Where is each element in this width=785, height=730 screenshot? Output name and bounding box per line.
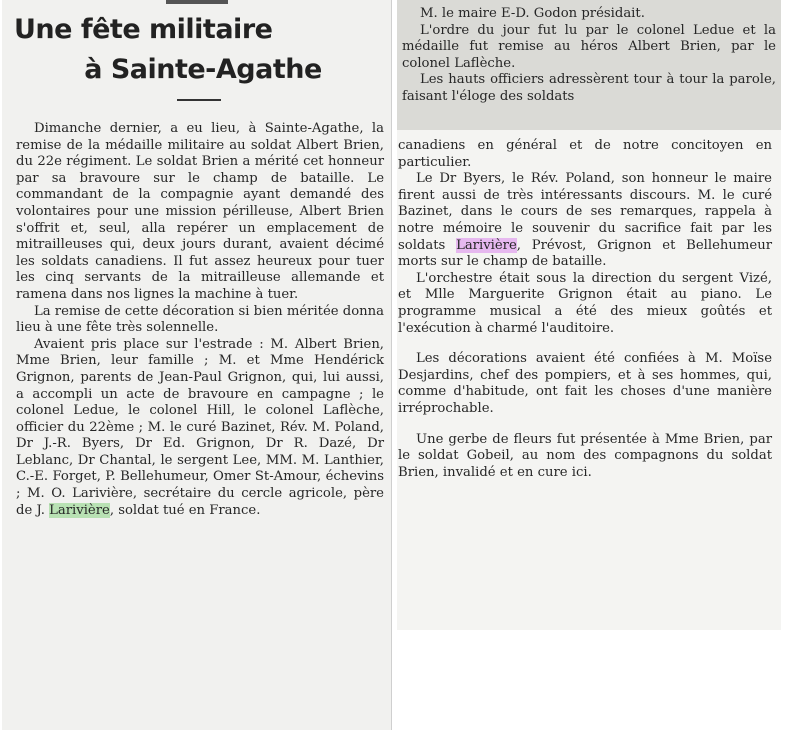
article-title-line2: à Sainte-Agathe bbox=[84, 54, 322, 85]
top-rule bbox=[166, 0, 228, 4]
paragraph: Dimanche dernier, a eu lieu, à Sainte-Agathe, la remise de la médaille militaire au soldat Albert Brien, du 22e régiment. Le soldat Brien a mérité cet honneur par sa bravoure sur le champ de bataille. Le commandant de la compagnie ayant demandé des volontaires pour une mission périlleuse, Albert Brien s'offrit et, seul, alla repérer un emplacement de mitrailleuses qui, deux jours durant, avaient décimé les soldats canadiens. Il fut assez heureux pour tuer les cinq servants de la mitrailleuse allemande et ramena dans nos lignes la machine à tuer. bbox=[16, 121, 384, 302]
paragraph bbox=[16, 337, 384, 520]
highlighted-name: Larivière bbox=[49, 502, 110, 518]
right-top-text bbox=[402, 6, 776, 106]
paragraph: L'orchestre était sous la direction du sergent Vizé, et Mlle Marguerite Grignon était au piano. Le programme musical a été des mieux goûtés et l'exécution à charmé l'auditoire. bbox=[398, 270, 772, 336]
paragraph: canadiens en général et de notre concitoyen en particulier. bbox=[398, 138, 772, 170]
text-span: Le Dr Byers, le Rév. Poland, son honneur le maire firent aussi de très intéressants discours. M. le curé Bazinet, dans le cours de ses remarques, rappela à notre mémoire le souvenir du sacrifice fait par les soldats bbox=[398, 171, 772, 253]
right-bottom-text bbox=[398, 138, 772, 481]
paragraph: La remise de cette décoration si bien méritée donna lieu à une fête très solennelle. bbox=[16, 303, 384, 336]
text-span: , soldat tué en France. bbox=[109, 502, 261, 518]
paragraph bbox=[398, 171, 772, 271]
spacer bbox=[398, 418, 772, 432]
paragraph: L'ordre du jour fut lu par le colonel Ledue et la médaille fut remise au héros Albert Brien, par le colonel Laflèche. bbox=[402, 22, 776, 71]
highlighted-name: Larivière bbox=[456, 237, 517, 253]
paragraph: Une gerbe de fleurs fut présentée à Mme Brien, par le soldat Gobeil, au nom des compagnons du soldat Brien, invalidé et en cure ici. bbox=[398, 431, 772, 480]
left-column-text bbox=[16, 121, 384, 519]
spacer bbox=[398, 337, 772, 351]
paragraph: Les hauts officiers adressèrent tour à tour la parole, faisant l'éloge des soldats bbox=[402, 72, 776, 104]
article-title-line1: Une fête militaire bbox=[14, 14, 273, 45]
paragraph: M. le maire E-D. Godon présidait. bbox=[420, 6, 645, 21]
title-divider bbox=[177, 99, 221, 101]
text-span: , Prévost, Grignon et Bellehumeur morts sur le champ de bataille. bbox=[398, 237, 772, 270]
text-span: Avaient pris place sur l'estrade : M. Albert Brien, Mme Brien, leur famille ; M. et Mme Hendérick Grignon, parents de Jean-Paul Grignon, qui, lui aussi, a accompli un acte de bravoure en campagne ; le colonel Ledue, le colonel Hill, le colonel Laflèche, officier du 22ème ; M. le curé Bazinet, Rév. M. Poland, Dr J.-R. Byers, Dr Ed. Grignon, Dr R. Dazé, Dr Leblanc, Dr Chantal, le sergent Lee, MM. M. Lanthier, C.-E. Forget, P. Bellehumeur, Omer St-Amour, échevins ; M. O. Larivière, secrétaire du cercle agricole, père de J. bbox=[16, 336, 384, 518]
paragraph: Les décorations avaient été confiées à M. Moïse Desjardins, chef des pompiers, et à ses hommes, qui, comme d'habitude, ont fait les choses d'une manière irréprochable. bbox=[398, 351, 772, 416]
